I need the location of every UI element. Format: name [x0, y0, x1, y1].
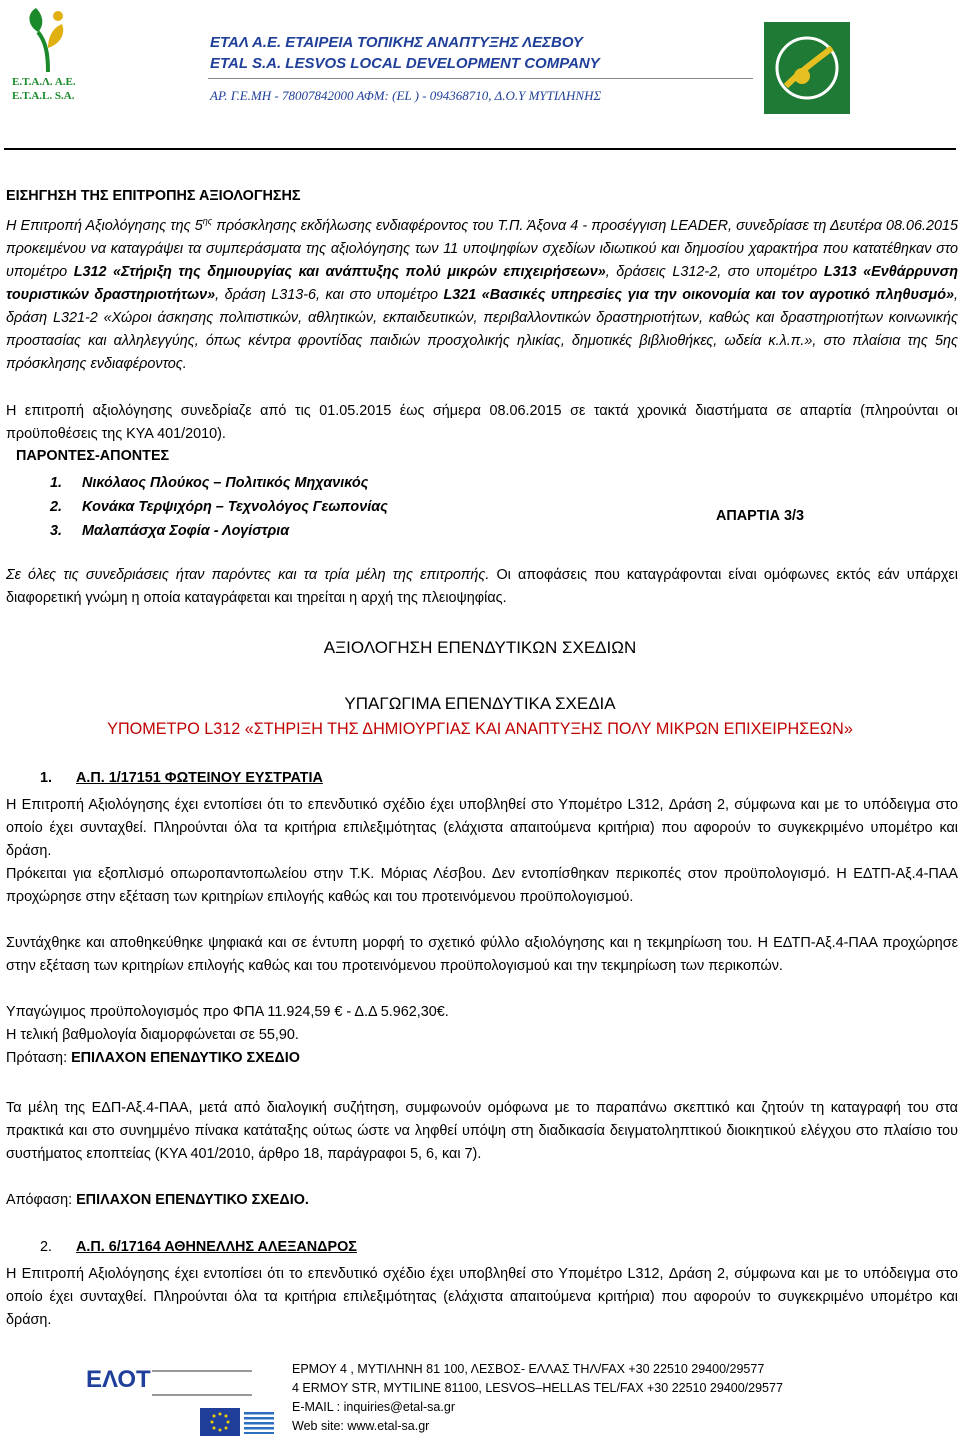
decision-value: ΕΠΙΛΑΧΟΝ ΕΠΕΝΔΥΤΙΚΟ ΣΧΕΔΙΟ. — [76, 1192, 309, 1208]
section-subtitle: ΥΠΑΓΩΓΙΜΑ ΕΠΕΝΔΥΤΙΚΑ ΣΧΕΔΙΑ — [344, 694, 616, 713]
eu-flag-icon — [200, 1408, 240, 1436]
case1-num: 1. — [40, 770, 53, 786]
case1-p6: Τα μέλη της ΕΔΠ-Αξ.4-ΠΑΑ, μετά από διαλογική συζήτηση, συμφωνούν ομόφωνα με το παραπάνω σκεπτικό και ζητούν τη καταγραφή του στα πρακτικά και στο συνημμένο πίνακα κατάταξης ούτως ώστε να ληφθεί υπόψη στη διαδικασία δειγματοληπτικού διοικητικού ελέγχου στο πλαίσιο του συστήματος εποπτείας (ΚΥΑ 401/2010, άρθρο 18, παράγραφοι 5, 6, και 7). — [6, 1100, 958, 1162]
case1-heading — [40, 770, 323, 786]
footer-website: Web site: www.etal-sa.gr — [292, 1419, 430, 1433]
member-name: Κονάκα Τερψιχόρη – Τεχνολόγος Γεωπονίας — [82, 499, 388, 515]
case1-p2: Πρόκειται για εξοπλισμό οπωροπαντοπωλείου στην Τ.Κ. Μόριας Λέσβου. Δεν εντοπίσθηκαν περικοπές στον προϋπολογισμό. Η ΕΔΤΠ-Αξ.4-ΠΑΑ προχώρησε στην εξέταση των κριτηρίων επιλογής καθώς και του προτεινόμενου προϋπολογισμού. — [6, 866, 958, 905]
member-name: Νικόλαος Πλούκος – Πολιτικός Μηχανικός — [82, 475, 369, 491]
header — [0, 0, 960, 120]
header-registry: ΑΡ. Γ.Ε.ΜΗ - 78007842000 ΑΦΜ: (EL ) - 094368710, Δ.Ο.Υ ΜΥΤΙΛΗΝΗΣ — [210, 88, 602, 103]
case2-p1: Η Επιτροπή Αξιολόγησης έχει εντοπίσει ότι το επενδυτικό σχέδιο έχει υποβληθεί στο Υπομέτρο L312, Δράση 2, σύμφωνα και με το υπόδειγμα στο οποίο έχει συνταχθεί. Πληρούνται όλα τα κριτήρια επιλεξιμότητας (ελάχιστα απαιτούμενα κριτήρια) που αφορούν το συγκεκριμένο υπομέτρο και δράση. — [6, 1266, 958, 1328]
proposal-label: Πρόταση: — [6, 1050, 72, 1066]
case1-p5: Η τελική βαθμολογία διαμορφώνεται σε 55,90. — [6, 1027, 299, 1043]
quorum-label: ΑΠΑΡΤΙΑ 3/3 — [716, 508, 804, 524]
elot-badge — [86, 1362, 262, 1408]
member-item — [50, 495, 388, 519]
plant-logo-icon — [8, 4, 88, 74]
footer-address — [292, 1360, 932, 1436]
footer-line-en: 4 ERMOY STR, MYTILINE 81100, LESVOS–HELLAS TEL/FAX +30 22510 29400/29577 — [292, 1381, 783, 1395]
header-divider — [208, 78, 753, 79]
case1-p3: Συντάχθηκε και αποθηκεύθηκε ψηφιακά και σε έντυπη μορφή το σχετικό φύλλο αξιολόγησης και η τεκμηρίωση του. Η ΕΔΤΠ-Αξ.4-ΠΑΑ προχώρησε στην εξέταση των κριτηρίων επιλογής καθώς και του προτεινόμενου προϋπολογισμού και την τεκμηρίωση των περικοπών. — [6, 935, 958, 974]
case1-decision — [6, 1189, 958, 1212]
etal-logo — [8, 4, 88, 100]
decisions-paragraph — [6, 564, 958, 610]
attendance-heading: ΠΑΡΟΝΤΕΣ-ΑΠΟΝΤΕΣ — [16, 448, 170, 464]
proposal-value: ΕΠΙΛΑΧΟΝ ΕΠΕΝΔΥΤΙΚΟ ΣΧΕΔΙΟ — [71, 1050, 300, 1066]
elot-text-lines — [152, 1370, 252, 1396]
logo-text-en: E.T.A.L. S.A. — [12, 90, 75, 102]
decisions-rest: Οι αποφάσεις που καταγράφονται είναι ομόφωνες εκτός εάν υπάρχει διαφορετική γνώμη η οποία καταγράφεται και τηρείται η αρχή της πλειοψηφίας. — [6, 567, 958, 606]
meeting-paragraph: Η επιτροπή αξιολόγησης συνεδρίαζε από τις 01.05.2015 έως σήμερα 08.06.2015 σε τακτά χρονικά διαστήματα σε απαρτία (πληρούνται οι προϋποθέσεις της ΚΥΑ 401/2010). — [6, 403, 958, 442]
case2-ref: Α.Π. 6/17164 ΑΘΗΝΕΛΛΗΣ ΑΛΕΞΑΝΔΡΟΣ — [76, 1239, 357, 1255]
member-num: 1. — [50, 475, 63, 491]
intro-p1-b: πρόσκλησης εκδήλωσης ενδιαφέροντος του Τ.Π. Άξονα 4 - προσέγγιση LEADER, συνεδρίασε τη Δευτέρα 08.06.2015 προκειμένου να καταγράψει τα συμπεράσματα της αξιολόγησης των 11 υποψηφίων σχεδίων ιδιωτικού και δημοσίου χαρακτήρα που κατατέθηκαν στο υπομέτρο — [6, 217, 959, 280]
footer-email: E-MAIL : inquiries@etal-sa.gr — [292, 1400, 455, 1414]
intro-p1-d: , δράση L313-6, και στο υπομέτρο — [215, 286, 444, 303]
footer-line-gr: ΕΡΜΟΥ 4 , ΜΥΤΙΛΗΝΗ 81 100, ΛΕΣΒΟΣ- ΕΛΛΑΣ ΤΗΛ/FAX +30 22510 29400/29577 — [292, 1362, 765, 1376]
intro-sup: ης — [202, 216, 213, 226]
member-name: Μαλαπάσχα Σοφία - Λογίστρια — [82, 523, 290, 539]
logo-text-gr: Ε.Τ.Α.Λ. Α.Ε. — [12, 76, 76, 88]
intro-paragraph — [6, 210, 958, 376]
intro-p1-c: , δράσεις L312-2, στο υπομέτρο — [605, 263, 824, 280]
decision-label: Απόφαση: — [6, 1192, 77, 1208]
member-item — [50, 519, 388, 543]
measure-l321: L321 «Βασικές υπηρεσίες για την οικονομία και τον αγροτικό πληθυσμό» — [443, 286, 954, 303]
header-rule — [4, 148, 956, 150]
case1-ref: Α.Π. 1/17151 ΦΩΤΕΙΝΟΥ ΕΥΣΤΡΑΤΙΑ — [76, 770, 323, 786]
case1-proposal — [6, 1047, 958, 1070]
member-item — [50, 471, 388, 495]
intro-p1-a: Η Επιτροπή Αξιολόγησης της 5 — [6, 217, 203, 234]
case1-p1: Η Επιτροπή Αξιολόγησης έχει εντοπίσει ότι το επενδυτικό σχέδιο έχει υποβληθεί στο Υπομέτρο L312, Δράση 2, σύμφωνα και με το υπόδειγμα στο οποίο έχει συνταχθεί. Πληρούνται όλα τα κριτήρια επιλεξιμότητας (ελάχιστα απαιτούμενα κριτήρια) που αφορούν το συγκεκριμένο υπομέτρο και δράση. — [6, 797, 958, 859]
header-title-en: ETAL S.A. LESVOS LOCAL DEVELOPMENT COMPANY — [210, 55, 600, 72]
leader-logo — [764, 22, 850, 114]
measure-heading: ΥΠΟΜΕΤΡΟ L312 «ΣΤΗΡΙΞΗ ΤΗΣ ΔΗΜΙΟΥΡΓΙΑΣ ΚΑΙ ΑΝΑΠΤΥΞΗΣ ΠΟΛΥ ΜΙΚΡΩΝ ΕΠΙΧΕΙΡΗΣΕΩΝ» — [107, 720, 853, 738]
case2-heading — [40, 1239, 357, 1255]
measure-l312: L312 «Στήριξη της δημιουργίας και ανάπτυξης πολύ μικρών επιχειρήσεων» — [73, 263, 606, 280]
member-num: 3. — [50, 523, 63, 539]
decisions-italic: Σε όλες τις συνεδριάσεις ήταν παρόντες και τα τρία μέλη της επιτροπής. — [6, 567, 490, 583]
measure-l313: L313 «Ενθάρρυνση τουριστικών δραστηριοτήτων» — [6, 263, 958, 303]
section-title: ΑΞΙΟΛΟΓΗΣΗ ΕΠΕΝΔΥΤΙΚΩΝ ΣΧΕΔΙΩΝ — [323, 638, 637, 657]
footer — [0, 1356, 960, 1448]
leader-emblem-icon — [764, 22, 850, 114]
greek-flag-icon — [244, 1412, 274, 1434]
elot-title: ΕΛΟΤ — [86, 1366, 151, 1393]
case2-num: 2. — [40, 1239, 53, 1255]
intro-p1-e: , δράση L321-2 «Χώροι άσκησης πολιτιστικών, αθλητικών, εκπαιδευτικών, περιβαλλοντικών δραστηριοτήτων, καθώς και δραστηριοτήτων κοινωνικής προστασίας και αλληλεγγύης, όπως κέντρα φροντίδας παιδιών προσχολικής ηλικίας, δημοτικές βιβλιοθήκες, ωδεία κ.λ.π.», στο πλαίσια της 5ης πρόσκλησης ενδιαφέροντος. — [6, 286, 958, 372]
member-num: 2. — [50, 499, 63, 515]
case1-p4: Υπαγώγιμος προϋπολογισμός προ ΦΠΑ 11.924,59 € - Δ.Δ 5.962,30€. — [6, 1004, 449, 1020]
committee-heading: ΕΙΣΗΓΗΣΗ ΤΗΣ ΕΠΙΤΡΟΠΗΣ ΑΞΙΟΛΟΓΗΣΗΣ — [6, 188, 301, 204]
header-title-gr: ΕΤΑΛ Α.Ε. ΕΤΑΙΡΕΙΑ ΤΟΠΙΚΗΣ ΑΝΑΠΤΥΞΗΣ ΛΕΣΒΟΥ — [210, 34, 583, 51]
members-list — [50, 471, 388, 543]
